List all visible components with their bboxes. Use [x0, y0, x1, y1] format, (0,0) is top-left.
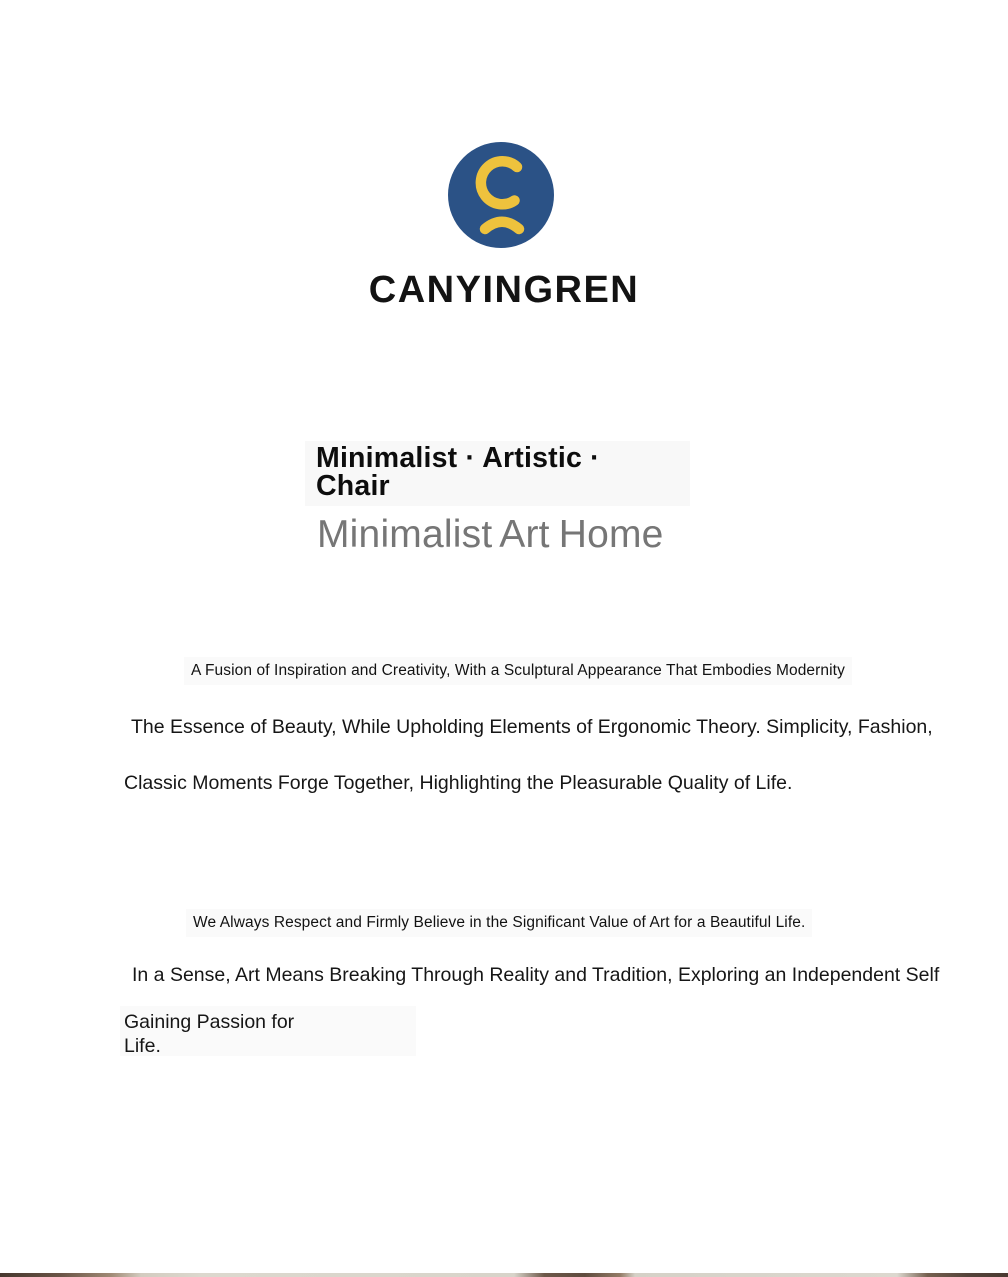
section2-lead: We Always Respect and Firmly Believe in the Significant Value of Art for a Beautiful Life. — [186, 909, 812, 937]
section2-body-line2: Gaining Passion for Life. — [124, 1011, 295, 1057]
bottom-image-edge — [0, 1273, 1008, 1277]
hero-title — [316, 444, 600, 500]
section1-body-line1: The Essence of Beauty, While Upholding Elements of Ergonomic Theory. Simplicity, Fashion, — [131, 716, 933, 738]
hero-subtitle: Minimalist Art Home — [317, 513, 664, 556]
section1-lead: A Fusion of Inspiration and Creativity, With a Sculptural Appearance That Embodies Modernity — [184, 657, 852, 685]
hero-title-line1: Minimalist · Artistic · — [316, 442, 600, 474]
brand-name: CANYINGREN — [368, 269, 640, 311]
hero-title-line2: Chair — [316, 470, 390, 502]
section1-body-line2: Classic Moments Forge Together, Highlighting the Pleasurable Quality of Life. — [124, 772, 793, 794]
brand-logo — [448, 142, 554, 248]
c-smile-logo-icon — [448, 142, 554, 248]
section2-body-line1: In a Sense, Art Means Breaking Through Reality and Tradition, Exploring an Independent Self — [132, 964, 940, 986]
